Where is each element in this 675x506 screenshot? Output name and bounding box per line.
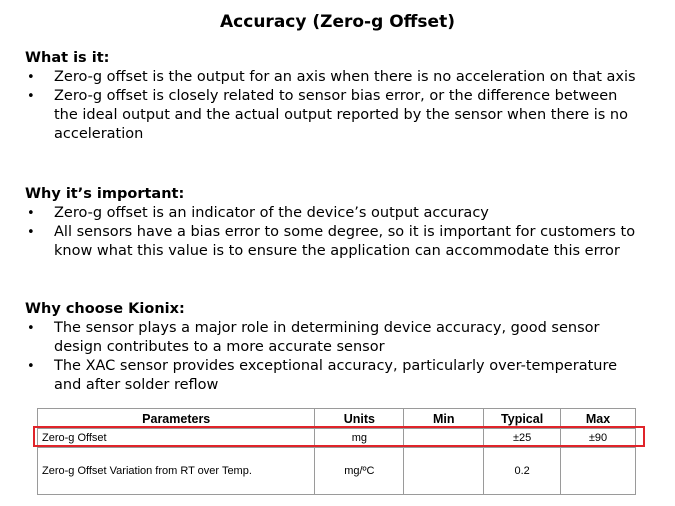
cell-units: mg <box>315 429 404 448</box>
cell-typical: 0.2 <box>484 448 561 495</box>
bullet-icon: • <box>27 225 35 240</box>
list-item <box>25 223 645 261</box>
section-why-important <box>25 185 645 261</box>
section-heading: Why choose Kionix: <box>25 301 185 317</box>
bullet-list <box>25 68 645 144</box>
cell-parameter: Zero-g Offset <box>38 429 315 448</box>
bullet-icon: • <box>27 206 35 221</box>
section-what-is-it <box>25 49 645 144</box>
section-heading: What is it: <box>25 50 110 66</box>
header-max: Max <box>561 409 636 429</box>
cell-typical: ±25 <box>484 429 561 448</box>
cell-max: ±90 <box>561 429 636 448</box>
bullet-icon: • <box>27 321 35 336</box>
list-item-text: Zero-g offset is closely related to sensor bias error, or the difference between the ideal output and the actual output reported by the sensor when there is no acceleration <box>54 88 628 142</box>
cell-min <box>404 448 484 495</box>
table-row <box>38 448 636 495</box>
list-item <box>25 357 645 395</box>
header-typical: Typical <box>484 409 561 429</box>
list-item-text: The sensor plays a major role in determining device accuracy, good sensor design contributes to a more accurate sensor <box>54 320 600 355</box>
list-item <box>25 87 645 144</box>
bullet-list <box>25 319 645 395</box>
bullet-icon: • <box>27 70 35 85</box>
header-min: Min <box>404 409 484 429</box>
table-row <box>38 429 636 448</box>
section-why-kionix <box>25 300 645 395</box>
header-units: Units <box>315 409 404 429</box>
list-item-text: All sensors have a bias error to some degree, so it is important for customers to know what this value is to ensure the application can accommodate this error <box>54 224 636 259</box>
cell-max <box>561 448 636 495</box>
table-header-row <box>38 409 636 429</box>
list-item-text: Zero-g offset is an indicator of the device’s output accuracy <box>54 205 489 221</box>
header-parameters: Parameters <box>38 409 315 429</box>
list-item-text: Zero-g offset is the output for an axis when there is no acceleration on that axis <box>54 69 636 85</box>
list-item <box>25 68 645 87</box>
bullet-icon: • <box>27 359 35 374</box>
bullet-icon: • <box>27 89 35 104</box>
cell-units: mg/ºC <box>315 448 404 495</box>
section-heading: Why it’s important: <box>25 186 185 202</box>
bullet-list <box>25 204 645 261</box>
list-item <box>25 204 645 223</box>
slide-title: Accuracy (Zero-g Offset) <box>220 12 455 32</box>
cell-min <box>404 429 484 448</box>
list-item-text: The XAC sensor provides exceptional accuracy, particularly over-temperature and after solder reflow <box>54 358 618 393</box>
list-item <box>25 319 645 357</box>
specs-table <box>37 408 636 495</box>
cell-parameter: Zero-g Offset Variation from RT over Temp. <box>38 448 315 495</box>
